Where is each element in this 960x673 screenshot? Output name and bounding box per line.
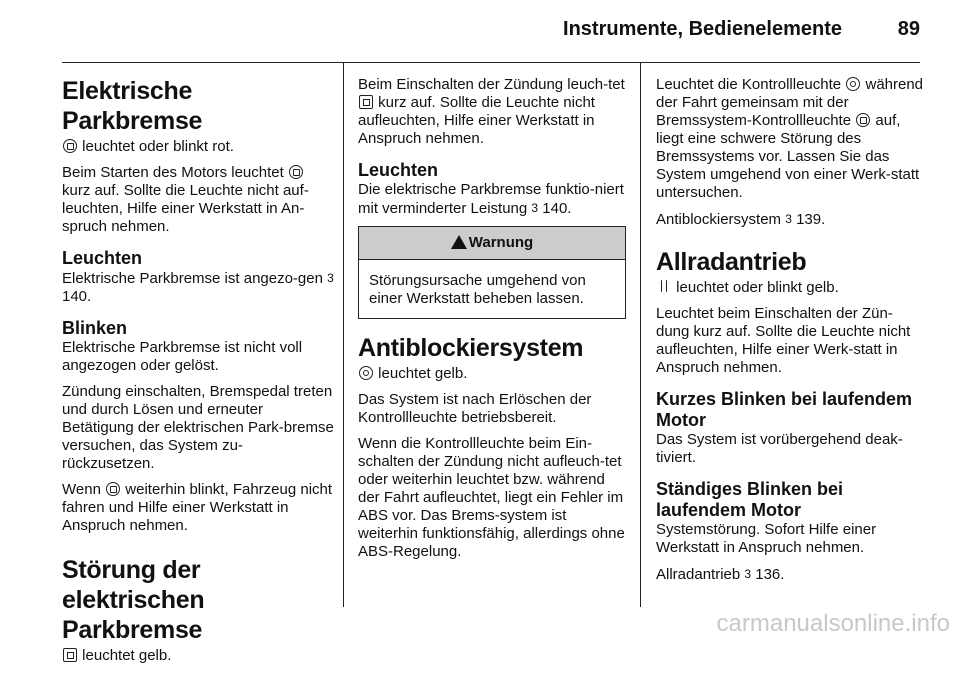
para-allrad-ref: Allradantrieb 3 136. <box>656 566 785 583</box>
para-staendiges-blinken: Systemstörung. Sofort Hilfe einer Werkstatt in Anspruch nehmen. <box>656 521 877 556</box>
heading-abs: Antiblockiersystem <box>358 334 584 362</box>
parking-brake-fault-icon <box>63 648 77 662</box>
page-header <box>0 18 960 48</box>
warning-text: Störungsursache umgehend von einer Werkstatt beheben lassen. <box>369 272 586 307</box>
para-leuchten: Elektrische Parkbremse ist angezo-gen 3 140. <box>62 270 334 305</box>
header-title: Instrumente, Bedienelemente <box>563 18 842 40</box>
warning-box <box>358 226 626 319</box>
heading-leuchten-2: Leuchten <box>358 160 439 180</box>
para-abs-ref: Antiblockiersystem 3 139. <box>656 211 826 228</box>
heading-blinken: Blinken <box>62 318 128 338</box>
heading-stoerung: Störung der elektrischen Parkbremse <box>62 556 205 644</box>
watermark: carmanualsonline.info <box>716 610 950 637</box>
para-parkbremse-start: Beim Starten des Motors leuchtet kurz auf. Sollte die Leuchte nicht auf-leuchten, Hilfe einer Werkstatt in An-spruch nehmen. <box>62 164 309 235</box>
para-einschalten: Beim Einschalten der Zündung leuch-tet kurz auf. Sollte die Leuchte nicht aufleuchten, Hilfe einer Werkstatt in Anspruch nehmen. <box>358 76 625 147</box>
header-rule <box>62 62 920 63</box>
reference-arrow-icon: 3 <box>531 201 539 215</box>
column-1 <box>62 76 334 673</box>
para-abs-bereit: Das System ist nach Erlöschen der Kontrollleuchte betriebsbereit. <box>358 391 592 426</box>
parking-brake-icon <box>289 165 303 179</box>
para-leuchten-2: Die elektrische Parkbremse funktio-niert mit verminderter Leistung 3 140. <box>358 181 624 217</box>
brake-system-icon <box>856 113 870 127</box>
heading-leuchten: Leuchten <box>62 248 143 268</box>
para-wenn: Wenn weiterhin blinkt, Fahrzeug nicht fahren und Hilfe einer Werkstatt in Anspruch nehmen. <box>62 481 333 534</box>
column-2 <box>358 76 626 569</box>
heading-kurzes-blinken: Kurzes Blinken bei laufendem Motor <box>656 389 913 430</box>
warning-triangle-icon <box>451 235 467 249</box>
para-abs-fehler: Wenn die Kontrollleuchte beim Ein-schalten der Zündung nicht aufleuch-tet oder weiterhin leuchtet bzw. während der Fahrt aufleuchtet, liegt ein Fehler im ABS vor. Das Brems-system ist weiterhin funktionsfähig, allerdings ohne ABS-Regelung. <box>358 435 625 560</box>
reference-arrow-icon: 3 <box>785 212 792 226</box>
page-number: 89 <box>897 18 920 40</box>
para-allrad-einschalten: Leuchtet beim Einschalten der Zün-dung kurz auf. Sollte die Leuchte nicht aufleuchten, Hilfe einer Werk-statt in Anspruch nehmen. <box>656 305 911 376</box>
column-3 <box>656 76 926 592</box>
reference-arrow-icon: 3 <box>327 271 334 285</box>
abs-icon <box>359 366 373 380</box>
parking-brake-icon <box>63 139 77 153</box>
column-divider-1 <box>343 62 344 607</box>
para-stoerung: leuchtet gelb. <box>62 647 334 665</box>
reference-arrow-icon: 3 <box>744 567 752 581</box>
abs-icon <box>846 77 860 91</box>
para-allrad-status: leuchtet oder blinkt gelb. <box>656 279 926 297</box>
para-blinken: Elektrische Parkbremse ist nicht voll angezogen oder gelöst. <box>62 339 303 374</box>
heading-allradantrieb: Allradantrieb <box>656 248 807 276</box>
warning-header: Warnung <box>359 227 625 260</box>
heading-parkbremse: Elektrische Parkbremse <box>62 77 203 135</box>
para-abs-status: leuchtet gelb. <box>358 365 626 383</box>
para-zuendung: Zündung einschalten, Bremspedal treten und durch Lösen und erneuter Betätigung der elektrischen Park-bremse versuchen, das System zu-rückzusetzen. <box>62 383 334 472</box>
column-divider-2 <box>640 62 641 607</box>
parking-brake-fault-icon <box>359 95 373 109</box>
para-kontrollleuchte: Leuchtet die Kontrollleuchte während der Fahrt gemeinsam mit der Bremssystem-Kontrollleuchte auf, liegt eine schwere Störung des Bremssystems vor. Lassen Sie das System umgehend von einer Werk-statt untersuchen. <box>656 76 924 201</box>
para-parkbremse-status: leuchtet oder blinkt rot. <box>62 138 334 156</box>
para-kurzes-blinken: Das System ist vorübergehend deak-tiviert. <box>656 431 903 466</box>
heading-staendiges-blinken: Ständiges Blinken bei laufendem Motor <box>656 479 844 520</box>
parking-brake-icon <box>106 482 120 496</box>
all-wheel-drive-icon <box>657 280 671 294</box>
